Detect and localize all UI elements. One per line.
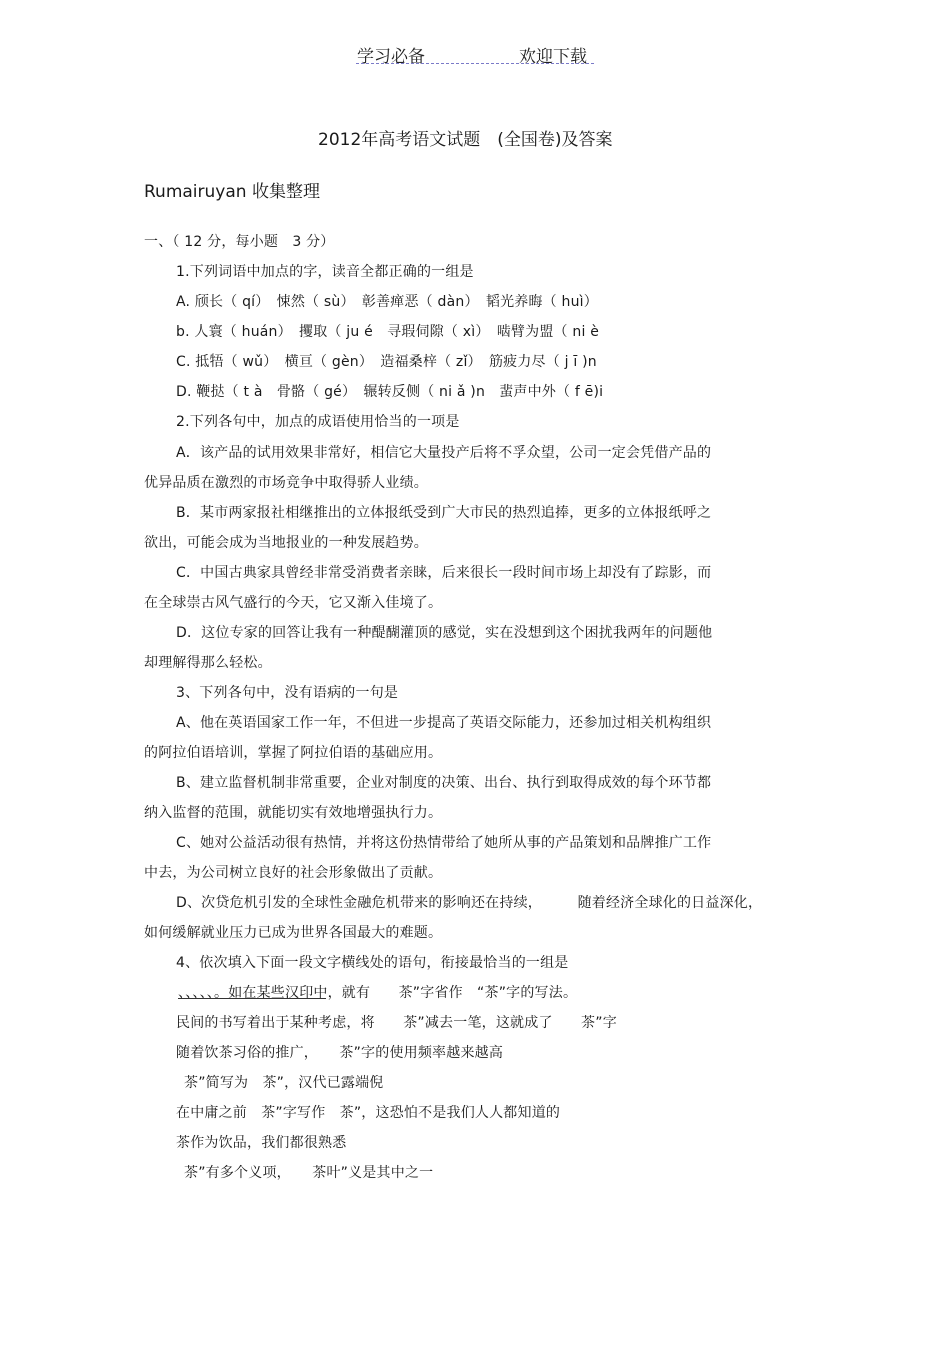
q1-option-d: D. 鞭挞（ t à 骨骼（ gé） 辗转反侧（ ni ǎ )n 蜚声中外（ f ē)i — [176, 384, 604, 400]
q1-option-c: C. 抵牾（ wǔ） 横亘（ gèn） 造福桑梓（ zǐ） 筋疲力尽（ j ī )n — [176, 354, 597, 370]
q4-item-2: 随着饮茶习俗的推广， 茶”字的使用频率越来越高 — [176, 1045, 504, 1061]
q2-option-b-line2: 欲出，可能会成为当地报业的一种发展趋势。 — [144, 535, 428, 551]
q2-option-a-line2: 优异品质在激烈的市场竞争中取得骄人业绩。 — [144, 475, 428, 491]
q3-option-a-line2: 的阿拉伯语培训，掌握了阿拉伯语的基础应用。 — [144, 745, 443, 761]
q3-option-b-line1: B、建立监督机制非常重要，企业对制度的决策、出台、执行到取得成效的每个环节都 — [176, 775, 712, 791]
q4-stem: 4、依次填入下面一段文字横线处的语句，衔接最恰当的一组是 — [176, 955, 569, 971]
q4-item-4: 在中庸之前 茶”字写作 茶”，这恐怕不是我们人人都知道的 — [176, 1105, 561, 1121]
q2-option-c-line2: 在全球崇古风气盛行的今天，它又渐入佳境了。 — [144, 595, 443, 611]
q4-blank-line: 、、、、、。如在某些汉印中，就有 茶”字省作 “茶”字的写法。 — [178, 985, 578, 1001]
q1-stem: 1.下列词语中加点的字，读音全都正确的一组是 — [176, 264, 474, 280]
q4-item-3: 茶”简写为 茶”，汉代已露端倪 — [184, 1075, 384, 1091]
header-left-text: 学习必备 — [357, 47, 425, 67]
section-heading: 一、（ 12 分，每小题 3 分） — [144, 234, 335, 250]
header-divider — [356, 63, 594, 64]
q2-option-a-line1: A．该产品的试用效果非常好，相信它大量投产后将不孚众望，公司一定会凭借产品的 — [176, 445, 712, 461]
q2-option-d-line2: 却理解得那么轻松。 — [144, 655, 272, 671]
q4-blank-underline — [178, 998, 326, 999]
q3-option-d-line1: D、次贷危机引发的全球性金融危机带来的影响还在持续， 随着经济全球化的日益深化， — [176, 895, 763, 911]
q2-option-d-line1: D．这位专家的回答让我有一种醍醐灌顶的感觉，实在没想到这个困扰我两年的问题他 — [176, 625, 713, 641]
q4-item-6: 茶”有多个义项， 茶叶”义是其中之一 — [184, 1165, 434, 1181]
q1-option-b: b. 人寰（ huán） 攫取（ ju é 寻瑕伺隙（ xì） 啮臂为盟（ ni è — [176, 324, 600, 340]
q3-option-c-line1: C、她对公益活动很有热情，并将这份热情带给了她所从事的产品策划和品牌推广工作 — [176, 835, 712, 851]
header-right-text: 欢迎下载 — [519, 47, 587, 67]
author-line: Rumairuyan 收集整理 — [144, 182, 320, 202]
q1-option-a: A. 颀长（ qí） 悚然（ sù） 彰善瘅恶（ dàn） 韬光养晦（ huì） — [176, 294, 598, 310]
q4-item-5: 茶作为饮品，我们都很熟悉 — [176, 1135, 347, 1151]
page-title: 2012年高考语文试题 (全国卷)及答案 — [318, 130, 613, 150]
q4-item-1: 民间的书写着出于某种考虑，将 茶”减去一笔，这就成了 茶”字 — [176, 1015, 617, 1031]
q3-option-d-line2: 如何缓解就业压力已成为世界各国最大的难题。 — [144, 925, 443, 941]
q3-option-b-line2: 纳入监督的范围，就能切实有效地增强执行力。 — [144, 805, 443, 821]
q2-stem: 2.下列各句中，加点的成语使用恰当的一项是 — [176, 414, 460, 430]
q2-option-c-line1: C．中国古典家具曾经非常受消费者亲睐，后来很长一段时间市场上却没有了踪影，而 — [176, 565, 712, 581]
q3-option-c-line2: 中去，为公司树立良好的社会形象做出了贡献。 — [144, 865, 443, 881]
q3-stem: 3、下列各句中，没有语病的一句是 — [176, 685, 399, 701]
q2-option-b-line1: B．某市两家报社相继推出的立体报纸受到广大市民的热烈追捧，更多的立体报纸呼之 — [176, 505, 712, 521]
q3-option-a-line1: A、他在英语国家工作一年，不但进一步提高了英语交际能力，还参加过相关机构组织 — [176, 715, 712, 731]
